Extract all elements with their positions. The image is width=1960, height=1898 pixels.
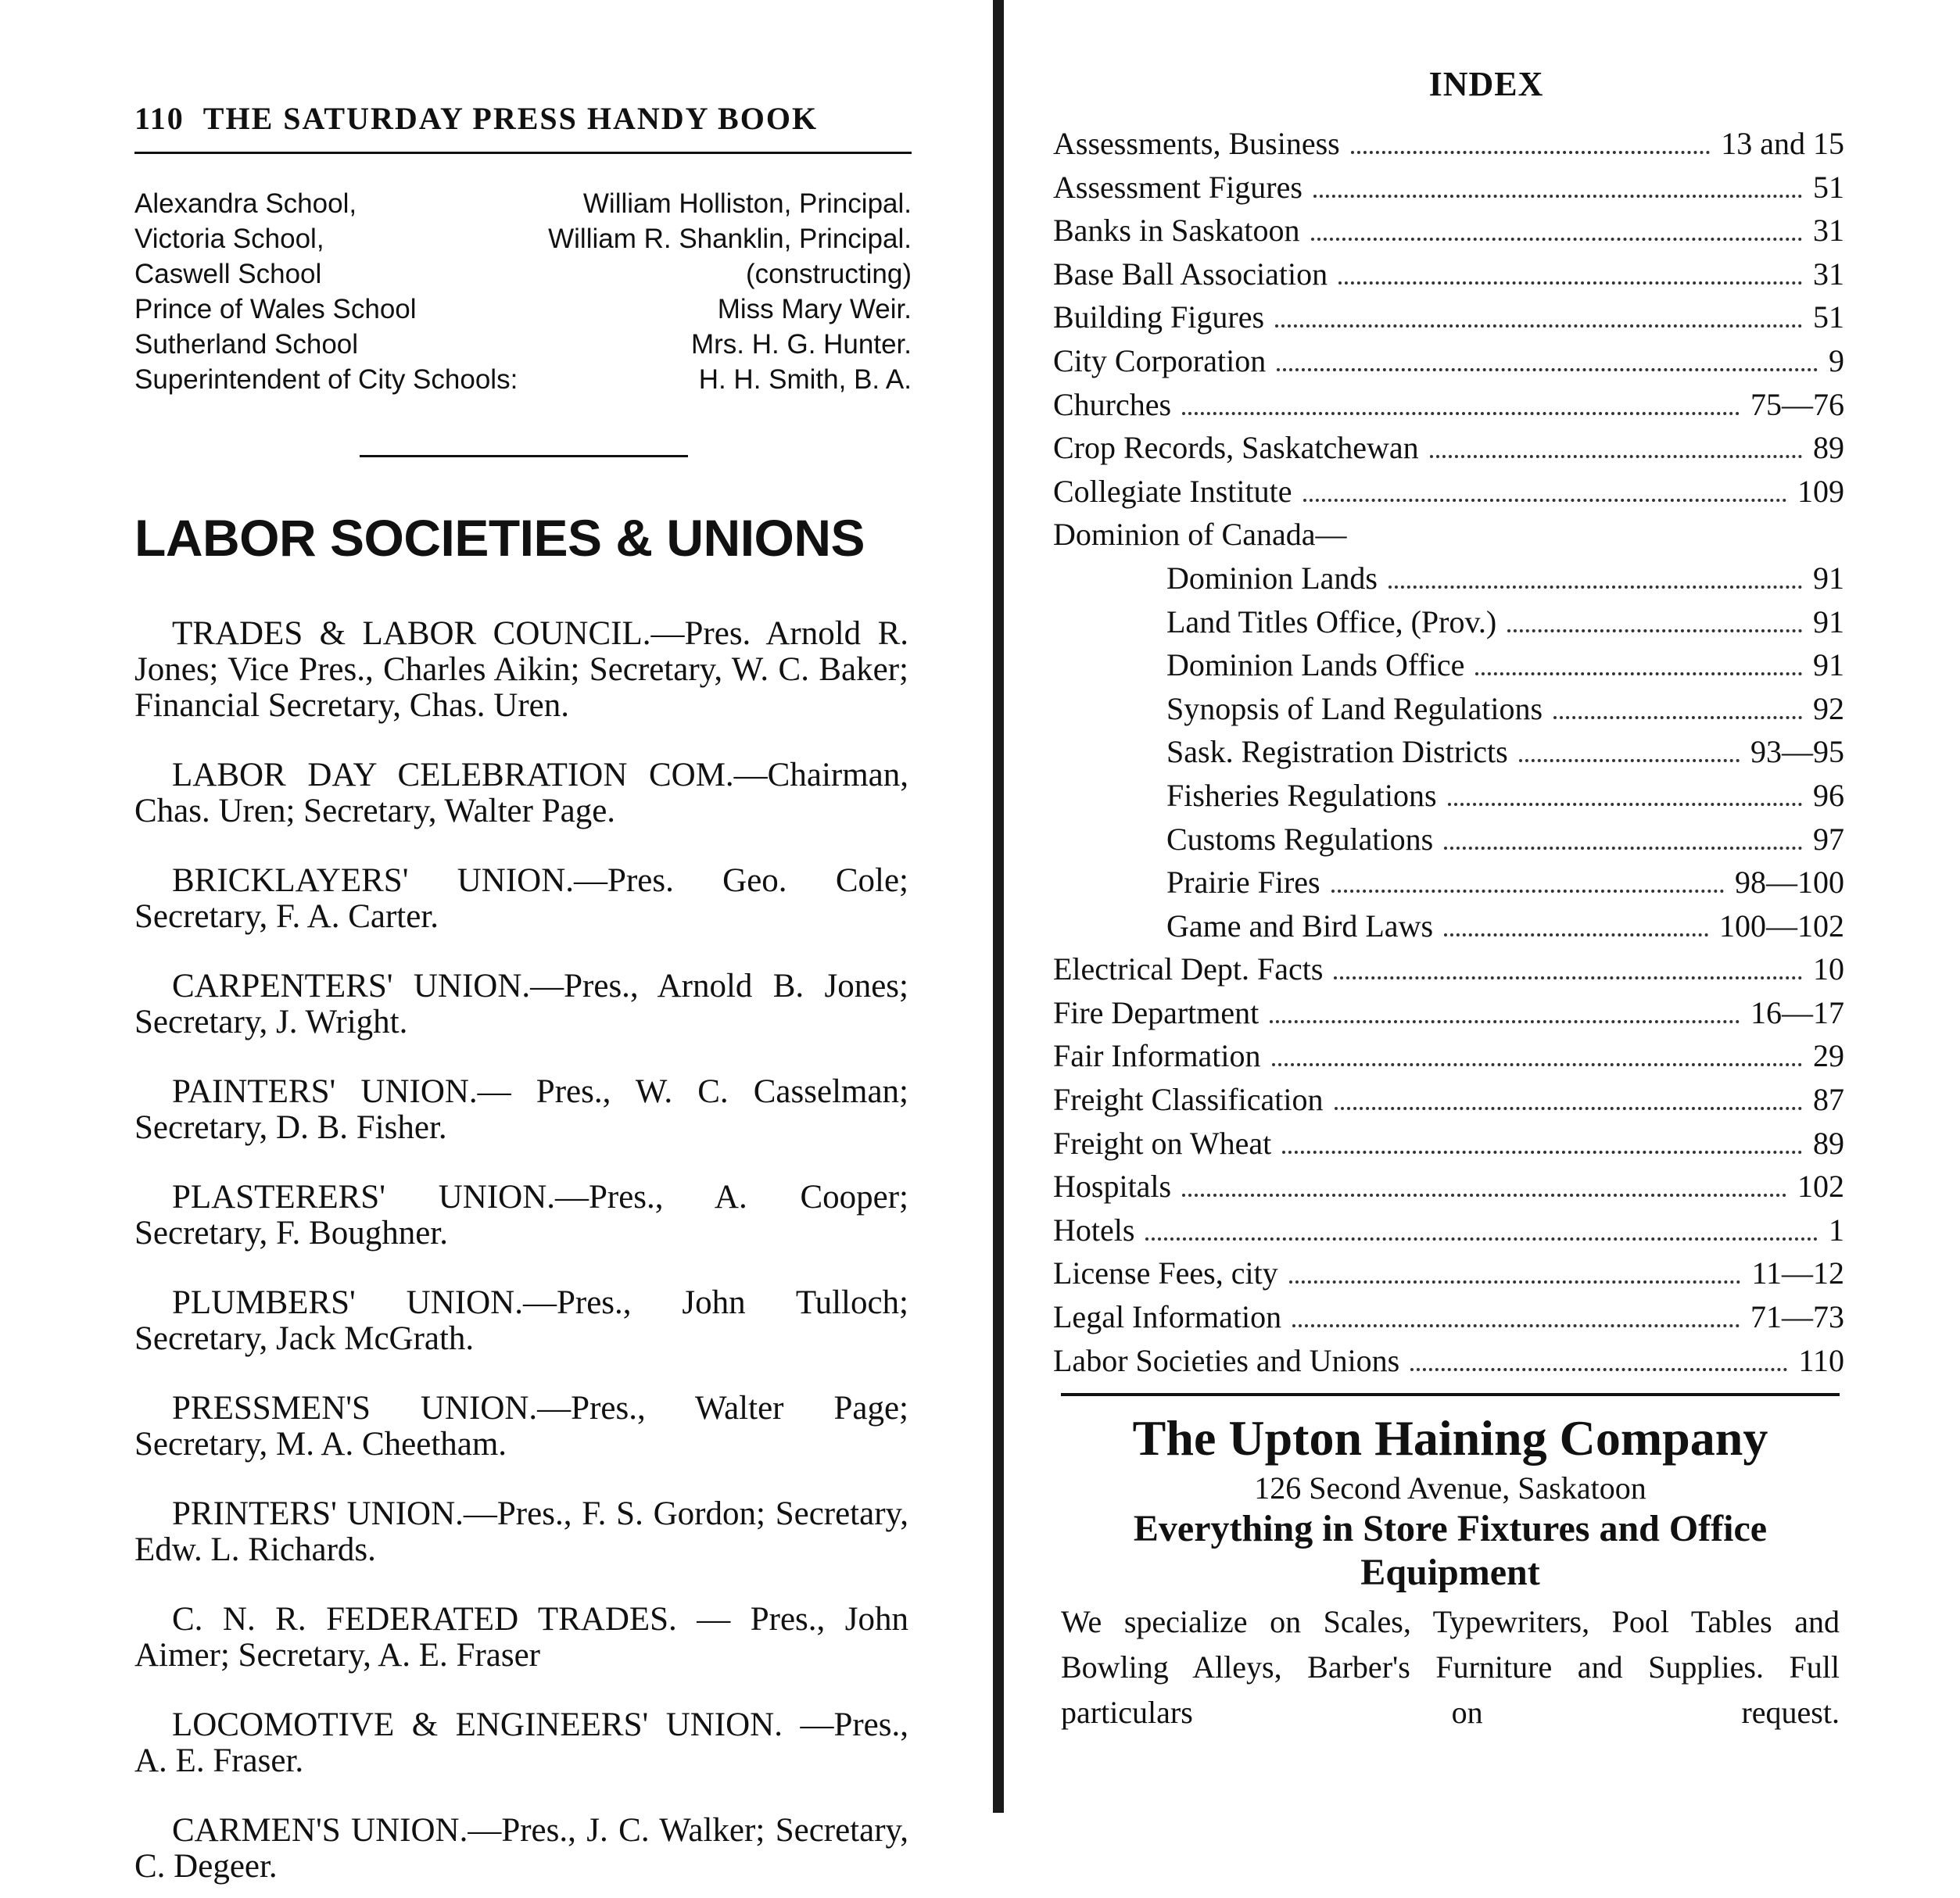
index-entry-page: 91 [1813,560,1844,596]
dot-leader [1292,1324,1740,1327]
index-entry-page: 89 [1813,1125,1844,1161]
dot-leader [1272,1063,1803,1066]
section-title: LABOR SOCIETIES & UNIONS [134,509,865,567]
dot-leader [1182,1194,1786,1197]
index-entry-label: Prairie Fires [1166,865,1320,901]
union-entry: BRICKLAYERS' UNION.—Pres. Geo. Cole; Secretary, F. A. Carter. [134,862,908,935]
index-entry-page: 91 [1813,647,1844,683]
school-row [134,256,912,292]
index-entry [1053,342,1844,386]
index-entry-label: Fisheries Regulations [1166,777,1437,813]
ad-address: 126 Second Avenue, Saskatoon [1254,1470,1646,1506]
index-entry-page: 89 [1813,430,1844,466]
dot-leader [1410,1368,1787,1371]
index-entry-label: Dominion of Canada— [1053,517,1347,553]
index-entry-label: Game and Bird Laws [1166,908,1434,944]
index-entry [1053,429,1844,473]
index-entry [1053,169,1844,213]
dot-leader [1388,586,1802,589]
school-name: Sutherland School [134,329,359,360]
school-row [134,327,912,362]
index-entry-label: Collegiate Institute [1053,473,1292,509]
index-entry-page: 51 [1813,299,1844,335]
index-entry-page: 10 [1813,951,1844,987]
advertisement [1061,1407,1840,1735]
dot-leader [1289,1280,1741,1284]
index-entry-label: Assessments, Business [1053,126,1340,161]
dot-leader [1444,933,1708,936]
dot-leader [1303,499,1787,502]
school-list [134,186,912,397]
index-entry-page: 16—17 [1750,994,1844,1030]
school-name: Alexandra School, [134,188,357,219]
index-entry-page: 51 [1813,169,1844,205]
index-entry [1053,1342,1844,1386]
school-staff: Miss Mary Weir. [717,294,912,324]
index-entry-page: 9 [1829,342,1844,378]
page-number: 110 [134,101,185,136]
ad-company-name: The Upton Haining Company [1132,1410,1768,1466]
index-entry [1053,1298,1844,1342]
index-entry-label: Assessment Figures [1053,169,1302,205]
index-entry [1053,994,1844,1038]
index-entry [1053,1255,1844,1298]
school-staff: Mrs. H. G. Hunter. [691,329,912,360]
dot-leader [1335,1107,1802,1110]
union-list [134,616,908,1898]
union-entry: CARPENTERS' UNION.—Pres., Arnold B. Jones; Secretary, J. Wright. [134,968,908,1040]
dot-leader [1275,324,1802,328]
index-entry-label: Fair Information [1053,1038,1261,1074]
union-entry: LOCOMOTIVE & ENGINEERS' UNION. —Pres., A. E. Fraser. [134,1706,908,1779]
index-entry-label: City Corporation [1053,342,1267,378]
school-row [134,186,912,221]
dot-leader [1182,412,1740,415]
dot-leader [1282,1151,1802,1154]
index-entry-page: 92 [1813,690,1844,726]
index-entry-label: Banks in Saskatoon [1053,213,1300,249]
index-entry [1053,603,1844,647]
index-entry-label: Fire Department [1053,994,1259,1030]
index-entry-page: 29 [1813,1038,1844,1074]
right-page [1012,0,1960,1813]
union-entry: TRADES & LABOR COUNCIL.—Pres. Arnold R. Jones; Vice Pres., Charles Aikin; Secretary, W. C. Baker; Financial Secretary, Chas. Uren. [134,615,908,724]
dot-leader [1475,672,1802,675]
school-row [134,362,912,397]
index-entry-page: 96 [1813,777,1844,813]
index-entry [1053,473,1844,517]
section-divider [360,455,688,457]
school-staff: (constructing) [745,259,912,289]
index-entry-page: 11—12 [1751,1255,1844,1291]
school-row [134,221,912,256]
union-entry: LABOR DAY CELEBRATION COM.—Chairman, Chas. Uren; Secretary, Walter Page. [134,757,908,829]
index-entry-page: 109 [1797,473,1844,509]
index-entry [1053,1125,1844,1169]
dot-leader [1507,629,1802,632]
index-entry [1053,560,1844,603]
index-entry-page: 31 [1813,256,1844,292]
index-entry-page: 98—100 [1735,865,1844,901]
school-name: Superintendent of City Schools: [134,364,518,395]
index-entry-page: 13 and 15 [1721,126,1844,161]
index-entry-label: Crop Records, Saskatchewan [1053,430,1419,466]
school-row [134,292,912,327]
index-entry [1053,821,1844,865]
dot-leader [1277,368,1818,371]
index-entry-label: Hospitals [1053,1169,1172,1205]
index-entry-page: 1 [1829,1212,1844,1248]
index-entry-page: 97 [1813,821,1844,857]
index-entry [1053,386,1844,430]
union-entry: PLASTERERS' UNION.—Pres., A. Cooper; Secretary, F. Boughner. [134,1179,908,1252]
index-entry-label: License Fees, city [1053,1255,1278,1291]
index-entry-page: 87 [1813,1082,1844,1118]
dot-leader [1553,716,1802,719]
school-staff: William Holliston, Principal. [582,188,912,219]
index-entry [1053,690,1844,734]
index-entry [1053,212,1844,256]
index-entry [1053,516,1844,560]
index-entry [1053,733,1844,777]
index-entry [1053,125,1844,169]
dot-leader [1313,195,1802,198]
index-entry-label: Churches [1053,386,1172,422]
index-entry-label: Dominion Lands Office [1166,647,1465,683]
index-entry [1053,777,1844,821]
index-entry-page: 100—102 [1719,908,1844,944]
book-title: THE SATURDAY PRESS HANDY BOOK [202,101,819,136]
ad-body: We specialize on Scales, Typewriters, Pool Tables and Bowling Alleys, Barber's Furniture and Supplies. Full particulars on request. [1061,1604,1840,1730]
dot-leader [1145,1237,1818,1241]
index-entry-label: Customs Regulations [1166,821,1434,857]
index-entry [1053,256,1844,299]
dot-leader [1331,890,1724,893]
union-entry: PRINTERS' UNION.—Pres., F. S. Gordon; Secretary, Edw. L. Richards. [134,1495,908,1568]
index-title: INDEX [1428,65,1544,103]
index-entry [1053,951,1844,994]
index-entry [1053,1081,1844,1125]
index-entry-label: Freight Classification [1053,1082,1324,1118]
index-entry-label: Legal Information [1053,1299,1282,1335]
dot-leader [1430,455,1802,458]
index-entry-page: 102 [1797,1169,1844,1205]
index-entry-label: Building Figures [1053,299,1265,335]
union-entry: PRESSMEN'S UNION.—Pres., Walter Page; Secretary, M. A. Cheetham. [134,1390,908,1463]
index-entry-label: Base Ball Association [1053,256,1328,292]
union-entry: PAINTERS' UNION.— Pres., W. C. Casselman; Secretary, D. B. Fisher. [134,1073,908,1146]
index-entry-label: Electrical Dept. Facts [1053,951,1324,987]
union-entry: CARMEN'S UNION.—Pres., J. C. Walker; Secretary, C. Degeer. [134,1812,908,1885]
running-head [134,100,916,137]
index-entry [1053,1168,1844,1212]
index-entry-page: 110 [1798,1342,1844,1378]
page-gutter [993,0,1004,1813]
index-entry-label: Synopsis of Land Regulations [1166,690,1543,726]
union-entry: PLUMBERS' UNION.—Pres., John Tulloch; Secretary, Jack McGrath. [134,1284,908,1357]
index-entry-page: 31 [1813,213,1844,249]
school-name: Victoria School, [134,224,324,254]
dot-leader [1519,759,1740,762]
school-staff: William R. Shanklin, Principal. [548,224,912,254]
index-entry [1053,646,1844,690]
school-name: Prince of Wales School [134,294,417,324]
index-entry [1053,864,1844,908]
index-entry-label: Land Titles Office, (Prov.) [1166,603,1497,639]
dot-leader [1444,847,1802,850]
index-entry-page: 93—95 [1750,734,1844,770]
index-entry [1053,1037,1844,1081]
union-entry: C. N. R. FEDERATED TRADES. — Pres., John Aimer; Secretary, A. E. Fraser [134,1601,908,1674]
index-entry [1053,1212,1844,1255]
school-staff: H. H. Smith, B. A. [698,364,912,395]
index-entry [1053,299,1844,342]
index-entry-label: Hotels [1053,1212,1135,1248]
index-list [1053,125,1844,1385]
ad-headline: Everything in Store Fixtures and Office Equipment [1133,1508,1768,1593]
index-entry-label: Labor Societies and Unions [1053,1342,1400,1378]
dot-leader [1351,151,1711,154]
header-rule [134,152,912,154]
dot-leader [1448,803,1802,806]
dot-leader [1338,281,1802,285]
school-name: Caswell School [134,259,322,289]
index-entry-page: 71—73 [1750,1299,1844,1335]
index-entry-page: 75—76 [1750,386,1844,422]
index-entry-label: Freight on Wheat [1053,1125,1272,1161]
dot-leader [1270,1020,1740,1023]
index-entry [1053,908,1844,951]
dot-leader [1311,238,1802,241]
index-end-rule [1061,1393,1840,1396]
index-entry-label: Dominion Lands [1166,560,1378,596]
dot-leader [1334,976,1802,979]
index-entry-page: 91 [1813,603,1844,639]
index-entry-label: Sask. Registration Districts [1166,734,1508,770]
